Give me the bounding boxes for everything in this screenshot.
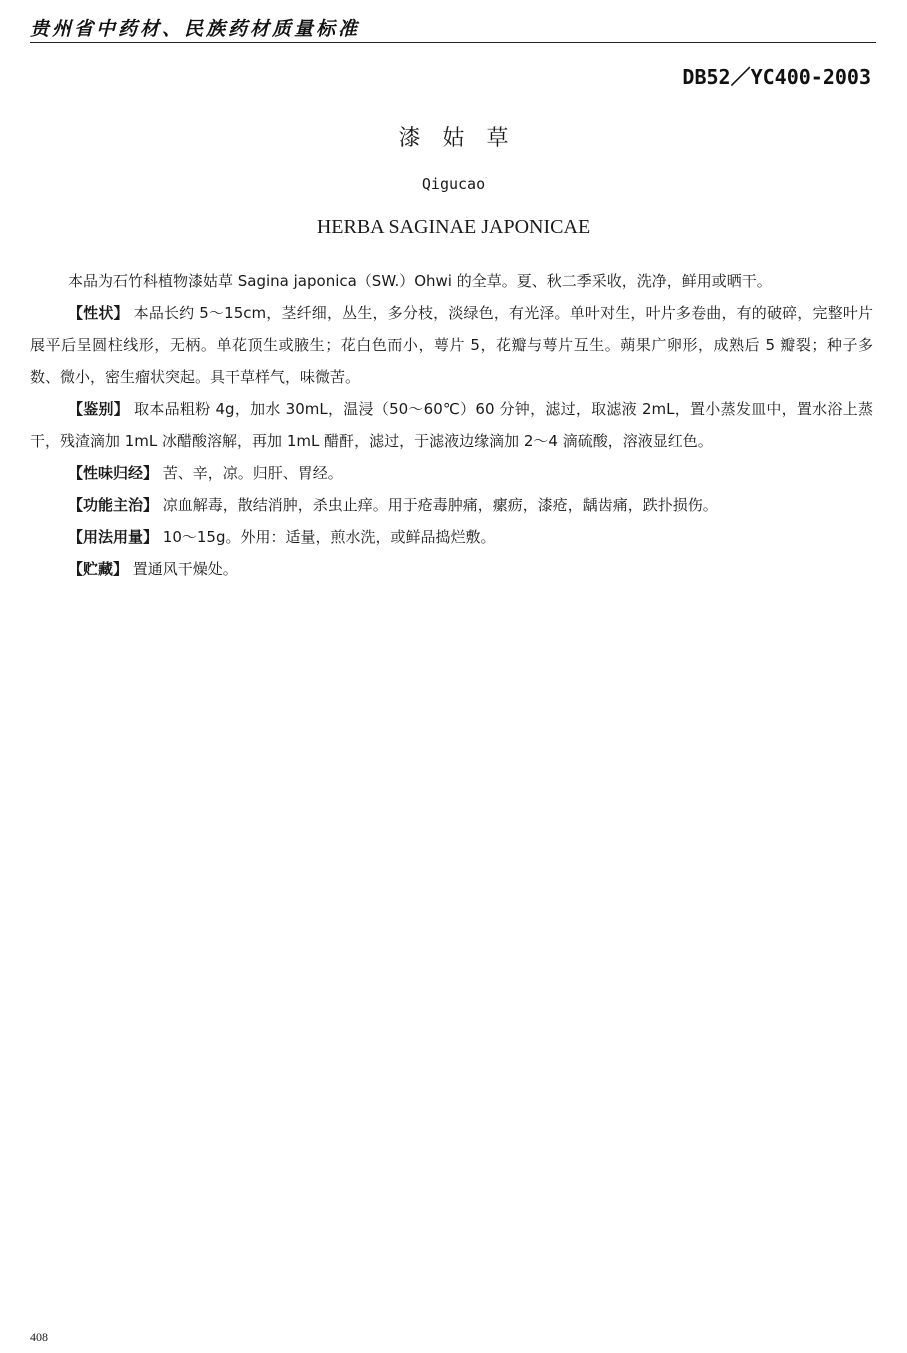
intro-paragraph: 本品为石竹科植物漆姑草 Sagina japonica（SW.）Ohwi 的全草。夏、秋二季采收，洗净，鲜用或晒干。 [68, 272, 772, 290]
section-label: 【鉴别】 [68, 400, 130, 418]
section-text: 凉血解毒，散结消肿，杀虫止痒。用于疮毒肿痛，瘰疬，漆疮，龋齿痛，跌扑损伤。 [162, 496, 718, 514]
section-identification [30, 393, 873, 457]
section-properties-meridians [30, 457, 873, 489]
section-label: 【用法用量】 [68, 528, 159, 546]
section-text: 苦、辛，凉。归肝、胃经。 [162, 464, 343, 482]
section-text: 取本品粗粉 4g，加水 30mL，温浸（50～60℃）60 分钟，滤过，取滤液 2mL，置小蒸发皿中，置水浴上蒸干，残渣滴加 1mL 冰醋酸溶解，再加 1mL 醋酐，滤过，于滤液边缘滴加 2～4 滴硫酸，溶液显红色。 [30, 400, 873, 450]
monograph-latin-name: HERBA SAGINAE JAPONICAE [316, 216, 591, 238]
page-number: 408 [30, 1330, 48, 1344]
monograph-pinyin: Qigucao [421, 175, 486, 193]
section-dosage [30, 521, 873, 553]
section-text: 本品长约 5～15cm，茎纤细，丛生，多分枝，淡绿色，有光泽。单叶对生，叶片多卷曲，有的破碎，完整叶片展平后呈圆柱线形，无柄。单花顶生或腋生；花白色而小，萼片 5，花瓣与萼片互生。蒴果广卵形，成熟后 5 瓣裂；种子多数、微小，密生瘤状突起。具干草样气，味微苦。 [30, 304, 873, 386]
section-label: 【性味归经】 [68, 464, 159, 482]
monograph-body [30, 265, 873, 585]
standard-number: DB52／YC400-2003 [682, 65, 871, 89]
header-title: 贵州省中药材、民族药材质量标准 [30, 18, 361, 40]
section-label: 【贮藏】 [68, 560, 129, 578]
section-text: 置通风干燥处。 [132, 560, 238, 578]
section-characters [30, 297, 873, 393]
section-functions-indications [30, 489, 873, 521]
section-label: 【功能主治】 [68, 496, 159, 514]
section-storage [30, 553, 873, 585]
header-rule [30, 42, 876, 43]
section-label: 【性状】 [68, 304, 129, 322]
section-text: 10～15g。外用：适量，煎水洗，或鲜品捣烂敷。 [162, 528, 496, 546]
monograph-title: 漆姑草 [398, 126, 531, 151]
